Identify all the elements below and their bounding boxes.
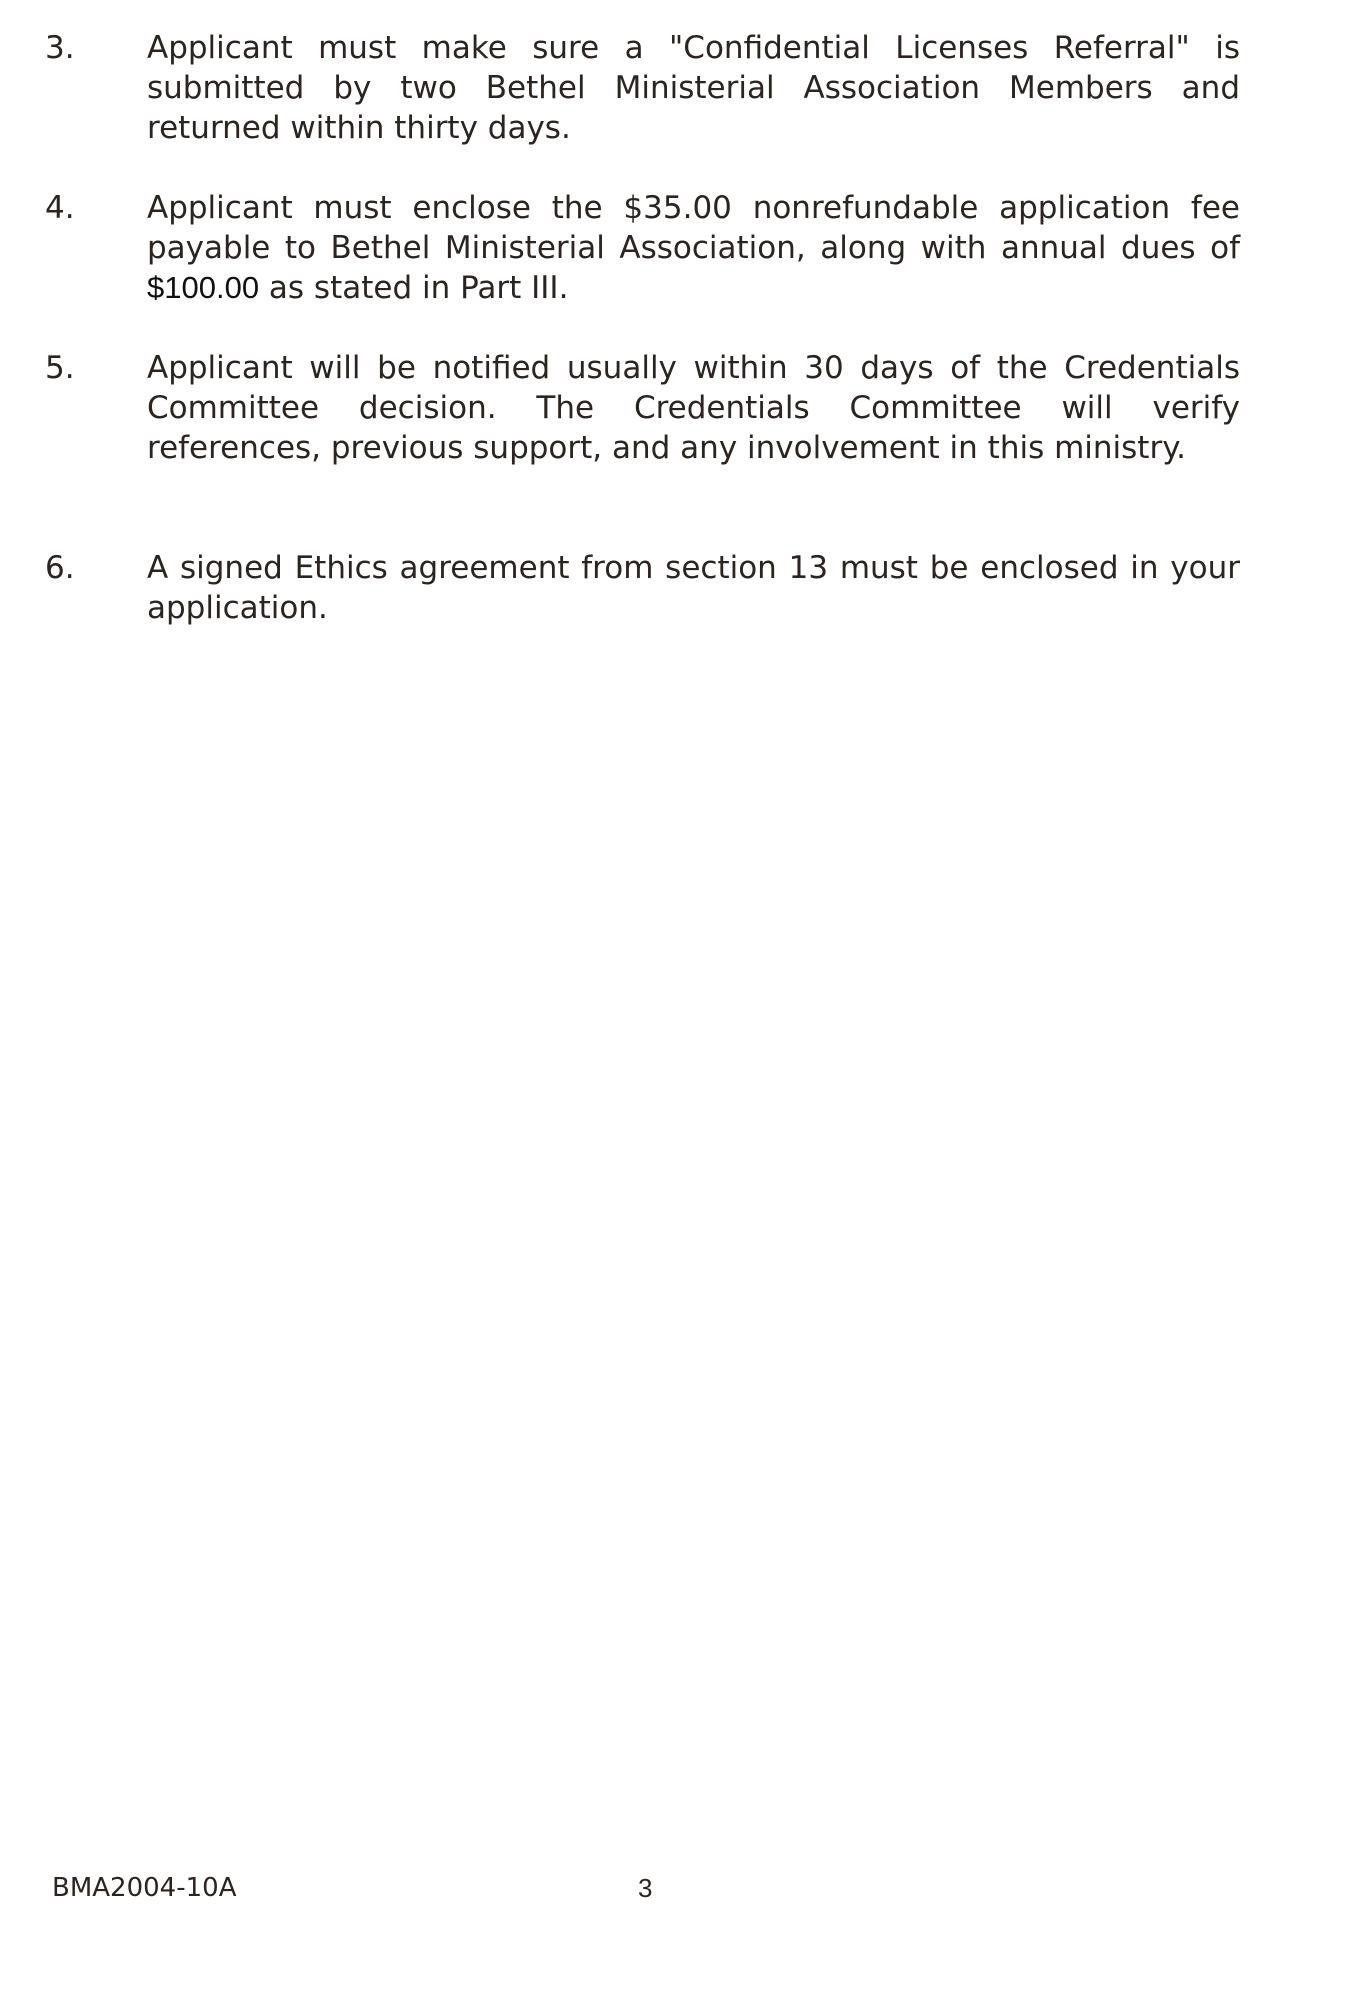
item-text-after: as stated in Part III. — [259, 270, 569, 306]
item-text: Applicant will be notified usually within 30 days of the Credentials Committee decision. The Credentials Committee will verify references, previous support, and any involvement in this ministry. — [147, 350, 1240, 466]
item-number: 6. — [45, 550, 75, 586]
annual-dues-amount: $100.00 — [147, 270, 260, 305]
page-number: 3 — [638, 1873, 653, 1903]
item-number: 4. — [45, 190, 75, 226]
item-number: 5. — [45, 350, 75, 386]
item-text — [147, 188, 1240, 308]
item-text-before: Applicant must enclose the $35.00 nonrefundable application fee payable to Bethel Ministerial Association, along with annual dues of — [147, 190, 1240, 266]
form-code: BMA2004-10A — [52, 1873, 237, 1903]
item-number: 3. — [45, 30, 75, 66]
item-text: Applicant must make sure a "Confidential Licenses Referral" is submitted by two Bethel Ministerial Association Members and returned within thirty days. — [147, 30, 1240, 146]
item-text: A signed Ethics agreement from section 13 must be enclosed in your application. — [147, 550, 1240, 626]
